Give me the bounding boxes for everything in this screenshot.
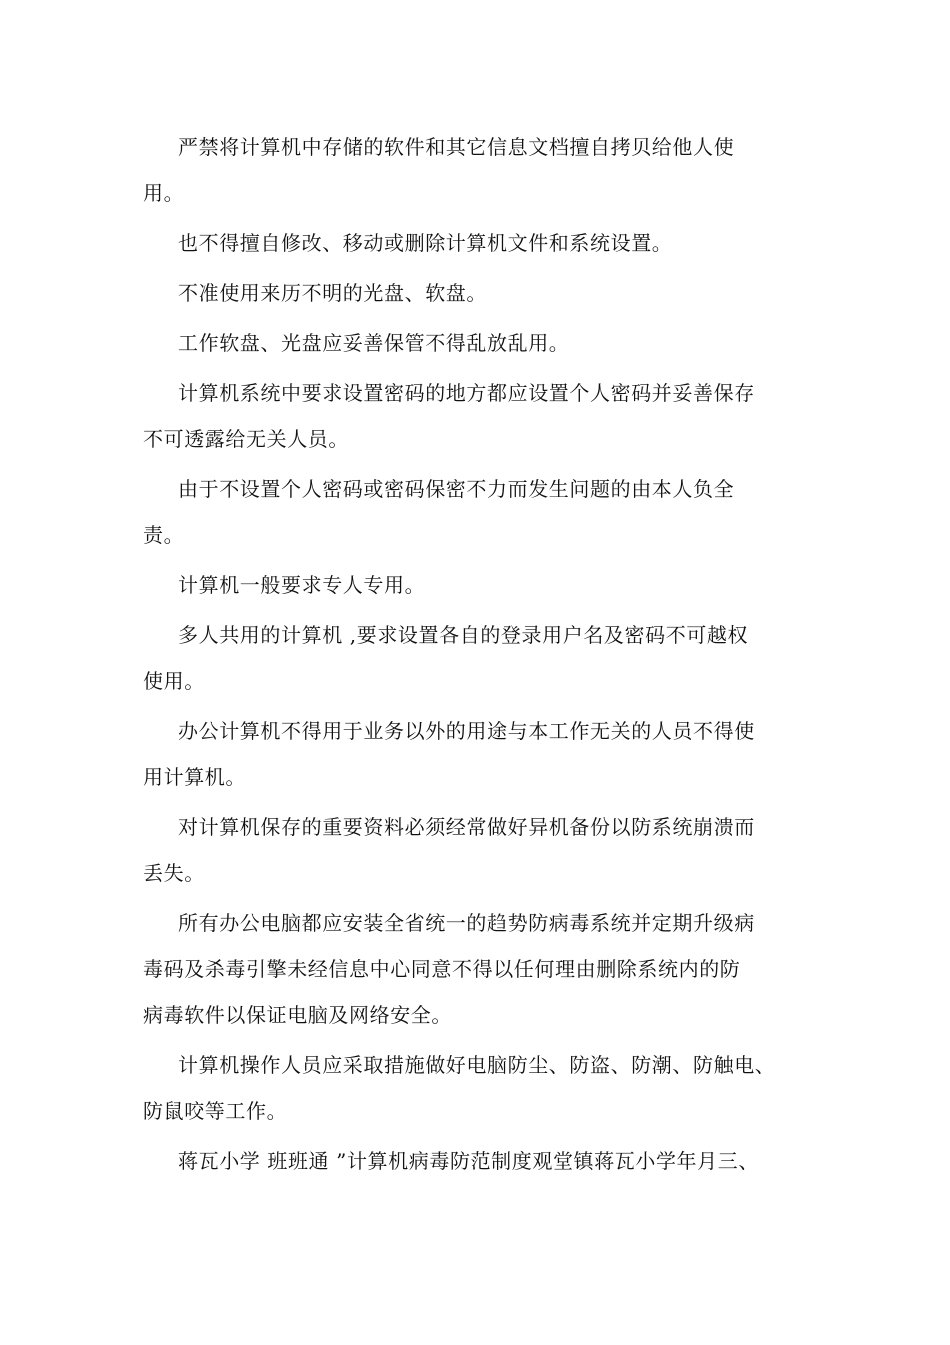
paragraph-line: 对计算机保存的重要资料必须经常做好异机备份以防系统崩溃而 [178, 815, 755, 839]
paragraph-line: 计算机操作人员应采取措施做好电脑防尘、防盗、防潮、防触电、 [178, 1053, 776, 1077]
paragraph-line: 办公计算机不得用于业务以外的用途与本工作无关的人员不得使 [178, 719, 755, 743]
paragraph-6 [143, 466, 783, 558]
paragraph-line: 用。 [143, 181, 185, 205]
paragraph-line: 计算机系统中要求设置密码的地方都应设置个人密码并妥善保存 [178, 381, 755, 405]
paragraph-7 [143, 562, 783, 608]
paragraph-line: 毒码及杀毒引擎未经信息中心同意不得以任何理由删除系统内的防 [143, 957, 741, 981]
paragraph-10 [143, 804, 783, 896]
paragraph-line: 使用。 [143, 669, 205, 693]
paragraph-3 [143, 270, 783, 316]
paragraph-line: 防鼠咬等工作。 [143, 1099, 288, 1123]
paragraph-5 [143, 370, 783, 462]
paragraph-line: 不可透露给无关人员。 [143, 427, 349, 451]
paragraph-12 [143, 1042, 783, 1134]
paragraph-11 [143, 900, 783, 1038]
paragraph-line: 责。 [143, 523, 185, 547]
paragraph-8 [143, 612, 783, 704]
paragraph-4 [143, 320, 783, 366]
paragraph-1 [143, 124, 783, 216]
paragraph-line: 由于不设置个人密码或密码保密不力而发生问题的由本人负全 [178, 477, 735, 501]
paragraph-line: 病毒软件以保证电脑及网络安全。 [143, 1003, 452, 1027]
paragraph-2 [143, 220, 783, 266]
paragraph-9 [143, 708, 783, 800]
paragraph-line: 多人共用的计算机 ,要求设置各自的登录用户名及密码不可越权 [178, 623, 749, 647]
paragraph-line: 计算机一般要求专人专用。 [178, 573, 426, 597]
paragraph-line: 也不得擅自修改、移动或删除计算机文件和系统设置。 [178, 231, 673, 255]
paragraph-line: 所有办公电脑都应安装全省统一的趋势防病毒系统并定期升级病 [178, 911, 755, 935]
paragraph-line: 用计算机。 [143, 765, 246, 789]
paragraph-line: 丢失。 [143, 861, 205, 885]
paragraph-line: 严禁将计算机中存储的软件和其它信息文档擅自拷贝给他人使 [178, 135, 735, 159]
document-body [143, 124, 783, 1188]
paragraph-line: 蒋瓦小学 班班通 ”计算机病毒防范制度观堂镇蒋瓦小学年月三、 [178, 1149, 759, 1173]
paragraph-13 [143, 1138, 783, 1184]
paragraph-line: 不准使用来历不明的光盘、软盘。 [178, 281, 487, 305]
paragraph-line: 工作软盘、光盘应妥善保管不得乱放乱用。 [178, 331, 570, 355]
